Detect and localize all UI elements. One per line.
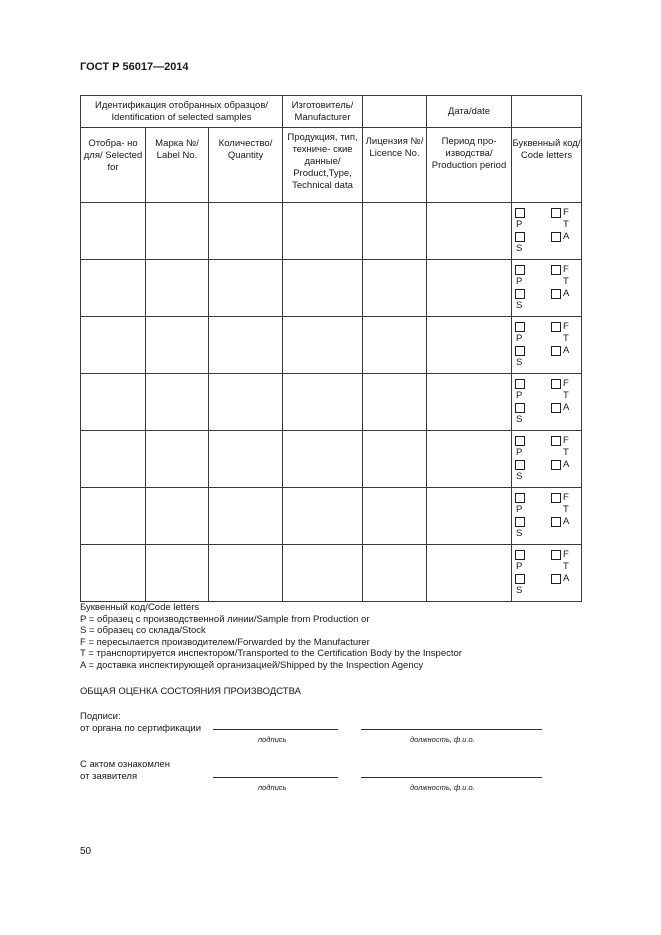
col-header-selected-for: Отобра- но для/ Selected for [81, 128, 146, 203]
table-cell[interactable] [146, 374, 209, 431]
signature-caption: подпись [258, 735, 287, 744]
code-letters-cell [512, 317, 582, 374]
checkbox-a[interactable] [551, 232, 561, 242]
code-letter-f: F [563, 207, 569, 218]
note-item: S = образец со склада/Stock [80, 625, 206, 637]
checkbox-p[interactable] [515, 436, 525, 446]
code-letters-cell [512, 203, 582, 260]
table-cell[interactable] [363, 317, 427, 374]
table-cell[interactable] [283, 260, 363, 317]
code-letter-t: T [563, 333, 569, 344]
code-letters-cell [512, 260, 582, 317]
assessment-title: ОБЩАЯ ОЦЕНКА СОСТОЯНИЯ ПРОИЗВОДСТВА [80, 686, 301, 697]
table-cell[interactable] [283, 374, 363, 431]
checkbox-f[interactable] [551, 436, 561, 446]
note-item: T = транспортируется инспектором/Transported to the Certification Body by the Inspector [80, 648, 462, 660]
checkbox-s[interactable] [515, 460, 525, 470]
table-cell[interactable] [81, 545, 146, 602]
checkbox-a[interactable] [551, 289, 561, 299]
table-cell[interactable] [427, 203, 512, 260]
table-cell[interactable] [146, 260, 209, 317]
note-item: A = доставка инспектирующей организацией/Shipped by the Inspection Agency [80, 659, 424, 671]
table-cell[interactable] [283, 203, 363, 260]
table-cell[interactable] [209, 203, 283, 260]
checkbox-a[interactable] [551, 403, 561, 413]
table-cell[interactable] [209, 488, 283, 545]
table-column-header-row [81, 128, 582, 203]
page-number: 50 [80, 846, 92, 857]
code-letter-a: A [563, 288, 570, 299]
table-cell[interactable] [209, 317, 283, 374]
table-cell[interactable] [283, 317, 363, 374]
table-row [81, 545, 582, 602]
checkbox-p[interactable] [515, 379, 525, 389]
table-cell[interactable] [363, 374, 427, 431]
table-cell[interactable] [363, 431, 427, 488]
code-letter-a: A [563, 345, 570, 356]
code-letters-cell [512, 374, 582, 431]
table-cell[interactable] [81, 317, 146, 374]
manufacturer-group-header: Изготовитель/ Manufacturer [283, 96, 363, 128]
date-group-header: Дата/date [427, 96, 512, 128]
code-letter-a: A [563, 231, 570, 242]
code-letter-s: S [516, 243, 523, 254]
code-letter-p: P [516, 561, 523, 572]
col-header-product: Продукция, тип, техниче- ские данные/ Product,Type, Technical data [283, 128, 363, 203]
table-cell[interactable] [146, 317, 209, 374]
notes-title: Буквенный код/Code letters [80, 602, 200, 613]
code-letter-t: T [563, 561, 569, 572]
checkbox-p[interactable] [515, 208, 525, 218]
col-header-production-period: Период про- изводства/ Production period [427, 128, 512, 203]
table-cell[interactable] [363, 203, 427, 260]
checkbox-a[interactable] [551, 574, 561, 584]
code-letter-p: P [516, 447, 523, 458]
table-cell[interactable] [283, 488, 363, 545]
table-cell[interactable] [427, 317, 512, 374]
code-letter-f: F [563, 321, 569, 332]
table-row [81, 317, 582, 374]
table-cell[interactable] [81, 260, 146, 317]
checkbox-f[interactable] [551, 550, 561, 560]
table-group-header-row [81, 96, 582, 128]
identification-group-header: Идентификация отобранных образцов/ Identification of selected samples [81, 96, 283, 128]
code-letter-s: S [516, 300, 523, 311]
empty-header-cell [512, 96, 582, 128]
code-letter-a: A [563, 402, 570, 413]
table-cell[interactable] [146, 545, 209, 602]
checkbox-s[interactable] [515, 346, 525, 356]
code-letter-t: T [563, 219, 569, 230]
table-cell[interactable] [363, 488, 427, 545]
applicant-text: от заявителя [80, 770, 138, 782]
code-letter-s: S [516, 528, 523, 539]
code-letter-f: F [563, 549, 569, 560]
col-header-code-letters: Буквенный код/ Code letters [512, 128, 582, 203]
checkbox-p[interactable] [515, 493, 525, 503]
table-cell[interactable] [209, 260, 283, 317]
code-letter-f: F [563, 264, 569, 275]
code-letter-f: F [563, 378, 569, 389]
table-cell[interactable] [81, 431, 146, 488]
table-cell[interactable] [427, 431, 512, 488]
code-letters-cell [512, 431, 582, 488]
code-letter-p: P [516, 504, 523, 515]
code-letter-s: S [516, 585, 523, 596]
signature-caption: подпись [258, 783, 287, 792]
table-cell[interactable] [81, 488, 146, 545]
signatures-label: Подписи: [80, 711, 121, 722]
table-cell[interactable] [209, 545, 283, 602]
code-letter-p: P [516, 276, 523, 287]
checkbox-a[interactable] [551, 460, 561, 470]
code-letter-a: A [563, 573, 570, 584]
code-letter-p: P [516, 333, 523, 344]
checkbox-s[interactable] [515, 517, 525, 527]
checkbox-s[interactable] [515, 574, 525, 584]
checkbox-p[interactable] [515, 265, 525, 275]
certification-body-label [80, 711, 201, 734]
code-letter-f: F [563, 492, 569, 503]
col-header-licence: Лицензия №/ Licence No. [363, 128, 427, 203]
col-header-quantity: Количество/ Quantity [209, 128, 283, 203]
checkbox-f[interactable] [551, 493, 561, 503]
note-item: P = образец с производственной линии/Sample from Production or [80, 613, 370, 625]
table-cell[interactable] [81, 374, 146, 431]
table-cell[interactable] [209, 431, 283, 488]
table-row [81, 488, 582, 545]
table-cell[interactable] [146, 431, 209, 488]
table-cell[interactable] [209, 374, 283, 431]
checkbox-p[interactable] [515, 322, 525, 332]
document-header: ГОСТ Р 56017—2014 [80, 61, 189, 73]
code-letters-cell [512, 488, 582, 545]
position-caption: должность, ф.и.о. [410, 735, 475, 744]
code-letter-f: F [563, 435, 569, 446]
code-letter-s: S [516, 357, 523, 368]
checkbox-s[interactable] [515, 403, 525, 413]
table-row [81, 260, 582, 317]
signature-line-1[interactable] [213, 729, 338, 730]
position-line-1[interactable] [361, 729, 542, 730]
code-letter-s: S [516, 471, 523, 482]
code-letter-t: T [563, 504, 569, 515]
checkbox-a[interactable] [551, 517, 561, 527]
table-cell[interactable] [283, 545, 363, 602]
table-cell[interactable] [283, 431, 363, 488]
checkbox-s[interactable] [515, 232, 525, 242]
applicant-label [80, 759, 170, 782]
table-cell[interactable] [363, 545, 427, 602]
table-cell[interactable] [146, 488, 209, 545]
table-cell[interactable] [427, 488, 512, 545]
code-letters-cell [512, 545, 582, 602]
table-cell[interactable] [427, 260, 512, 317]
signature-line-2[interactable] [213, 777, 338, 778]
checkbox-p[interactable] [515, 550, 525, 560]
table-row [81, 374, 582, 431]
position-line-2[interactable] [361, 777, 542, 778]
table-cell[interactable] [146, 203, 209, 260]
empty-header-cell [363, 96, 427, 128]
checkbox-a[interactable] [551, 346, 561, 356]
table-row [81, 431, 582, 488]
code-letter-p: P [516, 219, 523, 230]
code-letter-a: A [563, 516, 570, 527]
col-header-label-no: Марка №/ Label No. [146, 128, 209, 203]
checkbox-f[interactable] [551, 208, 561, 218]
table-cell[interactable] [427, 545, 512, 602]
checkbox-f[interactable] [551, 379, 561, 389]
code-letter-t: T [563, 447, 569, 458]
code-letter-a: A [563, 459, 570, 470]
checkbox-s[interactable] [515, 289, 525, 299]
position-caption: должность, ф.и.о. [410, 783, 475, 792]
table-cell[interactable] [81, 203, 146, 260]
checkbox-f[interactable] [551, 265, 561, 275]
checkbox-f[interactable] [551, 322, 561, 332]
code-letter-t: T [563, 390, 569, 401]
acknowledged-text: С актом ознакомлен [80, 759, 170, 770]
code-letters-notes [80, 602, 462, 672]
note-item: F = пересылается производителем/Forwarded by the Manufacturer [80, 636, 370, 648]
sampling-table [80, 95, 582, 602]
table-cell[interactable] [363, 260, 427, 317]
code-letter-p: P [516, 390, 523, 401]
table-row [81, 203, 582, 260]
certification-body-text: от органа по сертификации [80, 722, 201, 734]
code-letter-t: T [563, 276, 569, 287]
code-letter-s: S [516, 414, 523, 425]
table-cell[interactable] [427, 374, 512, 431]
